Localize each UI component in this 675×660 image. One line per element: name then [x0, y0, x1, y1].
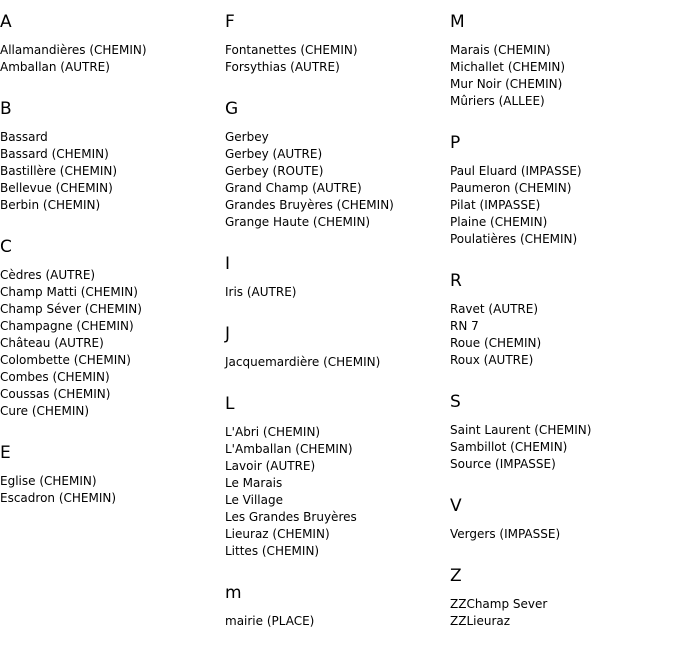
letter-group-s-2 [450, 392, 675, 473]
street-entry: ZZLieuraz [450, 614, 511, 628]
letter-heading: A [0, 12, 12, 32]
letter-heading: P [450, 133, 461, 153]
letter-group-c-0 [0, 237, 225, 420]
street-list [225, 284, 450, 301]
street-entry: Bassard (CHEMIN) [0, 147, 109, 161]
street-entry: mairie (PLACE) [225, 614, 315, 628]
street-entry: Source (IMPASSE) [450, 457, 556, 471]
street-list [225, 613, 450, 630]
letter-heading: Z [450, 566, 462, 586]
street-entry: Paumeron (CHEMIN) [450, 181, 572, 195]
street-list [0, 473, 225, 507]
street-entry: Roux (AUTRE) [450, 353, 534, 367]
street-entry: Michallet (CHEMIN) [450, 60, 566, 74]
street-list [225, 424, 450, 560]
street-entry: Saint Laurent (CHEMIN) [450, 423, 592, 437]
letter-heading: E [0, 443, 11, 463]
street-entry: Sambillot (CHEMIN) [450, 440, 568, 454]
letter-group-z-2 [450, 566, 675, 630]
street-entry: Allamandières (CHEMIN) [0, 43, 147, 57]
street-entry: Iris (AUTRE) [225, 285, 297, 299]
street-list [225, 42, 450, 76]
street-entry: Champ Séver (CHEMIN) [0, 302, 142, 316]
street-entry: Gerbey (AUTRE) [225, 147, 323, 161]
street-entry: Jacquemardière (CHEMIN) [225, 355, 381, 369]
letter-heading: m [225, 583, 242, 603]
letter-group-j-1 [225, 324, 450, 371]
street-list [450, 301, 675, 369]
letter-group-m-1 [225, 583, 450, 630]
index-column-2 [225, 0, 450, 630]
street-entry: Château (AUTRE) [0, 336, 104, 350]
street-entry: Champagne (CHEMIN) [0, 319, 134, 333]
street-entry: Cure (CHEMIN) [0, 404, 90, 418]
street-entry: Colombette (CHEMIN) [0, 353, 131, 367]
letter-heading: V [450, 496, 462, 516]
street-entry: Le Marais [225, 476, 283, 490]
street-entry: Mûriers (ALLEE) [450, 94, 545, 108]
street-entry: Grand Champ (AUTRE) [225, 181, 362, 195]
street-entry: Combes (CHEMIN) [0, 370, 110, 384]
letter-heading: J [225, 324, 231, 344]
street-entry: Ravet (AUTRE) [450, 302, 539, 316]
letter-heading: L [225, 394, 235, 414]
street-entry: Amballan (AUTRE) [0, 60, 110, 74]
letter-group-i-1 [225, 254, 450, 301]
street-list [225, 354, 450, 371]
street-entry: Eglise (CHEMIN) [0, 474, 97, 488]
letter-group-g-1 [225, 99, 450, 231]
street-entry: Champ Matti (CHEMIN) [0, 285, 138, 299]
street-entry: Escadron (CHEMIN) [0, 491, 117, 505]
street-list [450, 422, 675, 473]
street-list [225, 129, 450, 231]
street-entry: Pilat (IMPASSE) [450, 198, 541, 212]
street-entry: Grandes Bruyères (CHEMIN) [225, 198, 394, 212]
street-entry: Cèdres (AUTRE) [0, 268, 96, 282]
street-list [450, 596, 675, 630]
street-entry: Roue (CHEMIN) [450, 336, 542, 350]
street-entry: Plaine (CHEMIN) [450, 215, 548, 229]
letter-group-f-1 [225, 12, 450, 76]
street-entry: L'Abri (CHEMIN) [225, 425, 321, 439]
letter-heading: I [225, 254, 231, 274]
street-entry: Littes (CHEMIN) [225, 544, 320, 558]
street-entry: Grange Haute (CHEMIN) [225, 215, 371, 229]
street-entry: Les Grandes Bruyères [225, 510, 357, 524]
street-entry: L'Amballan (CHEMIN) [225, 442, 353, 456]
street-entry: Bellevue (CHEMIN) [0, 181, 113, 195]
street-list [450, 42, 675, 110]
street-entry: Vergers (IMPASSE) [450, 527, 561, 541]
street-entry: Fontanettes (CHEMIN) [225, 43, 358, 57]
street-list [0, 129, 225, 214]
street-entry: Bastillère (CHEMIN) [0, 164, 118, 178]
street-entry: Le Village [225, 493, 283, 507]
street-entry: Paul Eluard (IMPASSE) [450, 164, 582, 178]
street-entry: Marais (CHEMIN) [450, 43, 551, 57]
street-list [450, 163, 675, 248]
street-entry: Mur Noir (CHEMIN) [450, 77, 563, 91]
letter-heading: R [450, 271, 462, 291]
street-entry: Forsythias (AUTRE) [225, 60, 340, 74]
letter-group-a-0 [0, 12, 225, 76]
street-entry: Gerbey (ROUTE) [225, 164, 324, 178]
letter-group-m-2 [450, 12, 675, 110]
letter-group-r-2 [450, 271, 675, 369]
letter-heading: B [0, 99, 12, 119]
street-entry: Gerbey [225, 130, 269, 144]
letter-group-p-2 [450, 133, 675, 248]
street-entry: Berbin (CHEMIN) [0, 198, 101, 212]
letter-heading: S [450, 392, 461, 412]
street-entry: ZZChamp Sever [450, 597, 548, 611]
street-entry: RN 7 [450, 319, 479, 333]
street-entry: Bassard [0, 130, 48, 144]
index-column-3 [450, 0, 675, 630]
street-entry: Lavoir (AUTRE) [225, 459, 316, 473]
letter-heading: F [225, 12, 235, 32]
letter-group-e-0 [0, 443, 225, 507]
letter-group-b-0 [0, 99, 225, 214]
street-entry: Lieuraz (CHEMIN) [225, 527, 330, 541]
street-entry: Coussas (CHEMIN) [0, 387, 111, 401]
street-entry: Poulatières (CHEMIN) [450, 232, 578, 246]
street-list [0, 267, 225, 420]
letter-heading: G [225, 99, 239, 119]
index-column-1 [0, 0, 225, 507]
letter-heading: C [0, 237, 12, 257]
street-list [0, 42, 225, 76]
letter-group-v-2 [450, 496, 675, 543]
letter-heading: M [450, 12, 465, 32]
street-list [450, 526, 675, 543]
letter-group-l-1 [225, 394, 450, 560]
